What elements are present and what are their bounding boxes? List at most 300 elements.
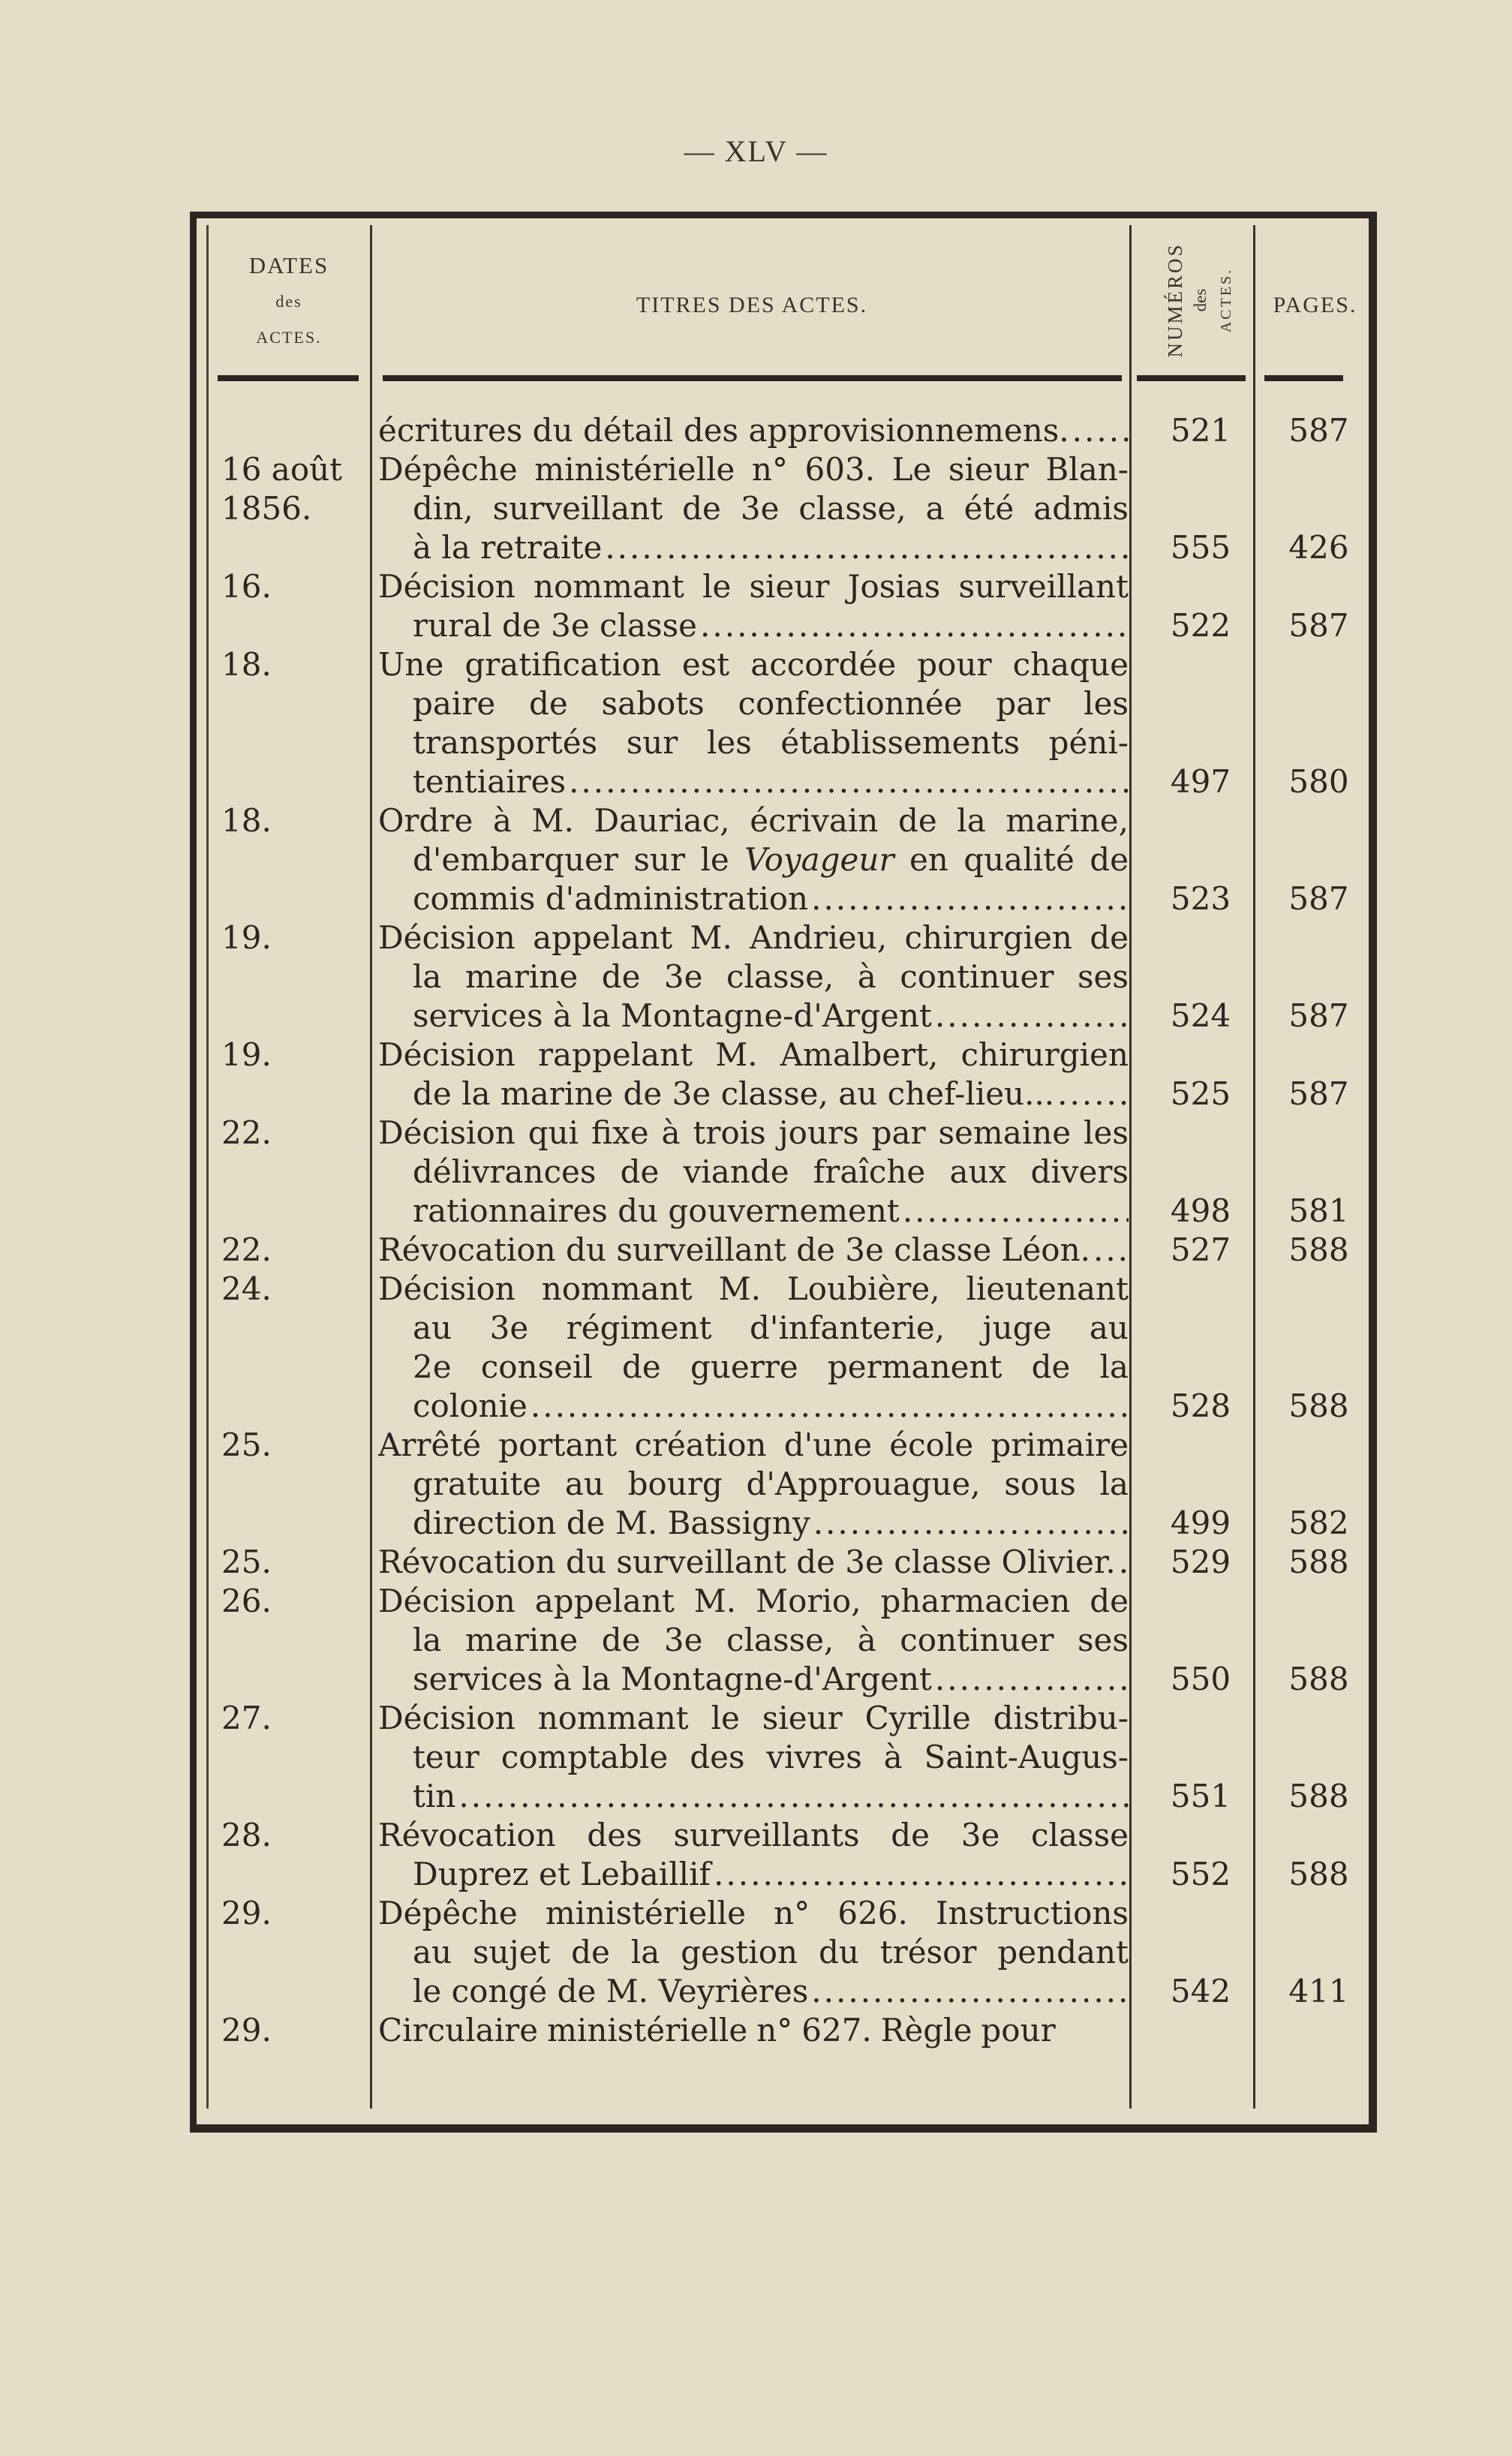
- entry-title-word: de: [897, 802, 937, 839]
- entry-title: [378, 411, 1129, 450]
- entry-title-word: Décision: [378, 919, 516, 956]
- entry-number: 524: [1170, 997, 1231, 1034]
- entry-title-word: délivrances: [413, 1153, 597, 1190]
- table-row: [0, 801, 1512, 918]
- entry-title-word: bourg: [627, 1465, 723, 1502]
- entry-title-word: les: [1084, 685, 1129, 722]
- header-numeros-line2: des: [1191, 288, 1210, 312]
- dot-leader: [605, 528, 1129, 567]
- entry-title-text: services à la Montagne-d'Argent: [413, 997, 932, 1034]
- dot-leader: [935, 997, 1129, 1036]
- entry-title-line: [378, 1699, 1129, 1738]
- entry-title-word: la: [630, 1934, 660, 1971]
- header-numeros: [1148, 225, 1253, 375]
- entry-title-word: par: [996, 685, 1051, 722]
- entry-title-line: [378, 411, 1129, 450]
- entry-title-word: trois: [693, 1114, 766, 1151]
- entry-title-line: [378, 1036, 1129, 1075]
- entry-title-line: [378, 1582, 1129, 1621]
- entry-date: 27.: [221, 1700, 272, 1736]
- entry-title-line: [378, 1348, 1129, 1387]
- table-row: [0, 918, 1512, 1036]
- entry-title-line: [378, 528, 1129, 567]
- entry-title-word: Le: [891, 451, 932, 488]
- entry-number: 521: [1170, 412, 1231, 449]
- entry-title-word: de: [682, 490, 721, 527]
- entry-title-word: la: [413, 1622, 442, 1658]
- entry-title-line: [378, 489, 1129, 528]
- entry-title-word: classe,: [726, 958, 834, 995]
- entry-title-word: surveillant: [492, 490, 663, 527]
- entry-number: 552: [1170, 1856, 1231, 1892]
- entry-number: 525: [1170, 1075, 1231, 1112]
- table-row: [0, 450, 1512, 567]
- entry-title-word: pendant: [997, 1934, 1129, 1971]
- table-row: [0, 1231, 1512, 1270]
- entry-date: 18.: [221, 646, 272, 683]
- entry-title-word: les: [706, 724, 752, 761]
- entry-title: [378, 1816, 1129, 1894]
- dot-leader: [1093, 1231, 1129, 1270]
- entry-title-line: [378, 723, 1129, 762]
- entry-title-word: appelant: [533, 919, 673, 956]
- entry-date: 18.: [221, 802, 272, 839]
- entry-title-word: surveillant: [958, 568, 1129, 605]
- header-pages: PAGES.: [1273, 293, 1357, 317]
- header-dates: [210, 248, 368, 356]
- table-row: [0, 411, 1512, 450]
- entry-title-word: le: [711, 1700, 740, 1736]
- entry-title-word: Saint-Augus-: [924, 1739, 1129, 1775]
- entry-title-word: a: [925, 490, 945, 527]
- entry-page: 426: [1288, 529, 1349, 566]
- entry-title: [378, 1270, 1129, 1426]
- entry-title-word: Décision: [378, 568, 516, 605]
- entry-title-word: sur: [626, 724, 678, 761]
- entry-page: 411: [1288, 1973, 1349, 2010]
- entry-title-word: Dépêche: [378, 1895, 518, 1931]
- entry-title-word: Décision: [378, 1114, 516, 1151]
- entry-number: 522: [1170, 607, 1231, 644]
- entry-title-word: pharmacien: [880, 1583, 1071, 1619]
- table-body: [0, 411, 1512, 2050]
- entry-title: [378, 1036, 1129, 1114]
- entry-title-word: sieur: [762, 1700, 843, 1736]
- dot-leader: [1119, 1543, 1129, 1582]
- dot-leader: [458, 1777, 1129, 1816]
- entry-title-word: Règle: [880, 2012, 972, 2049]
- table-row: [0, 1270, 1512, 1426]
- entry-number: 542: [1170, 1973, 1231, 2010]
- entry-title-word: au: [413, 1934, 452, 1971]
- entry-title-word: distribu-: [993, 1700, 1129, 1736]
- entry-date: 28.: [221, 1817, 272, 1853]
- entry-title-word: à: [857, 1622, 876, 1658]
- entry-title-line: [378, 1972, 1129, 2011]
- page-header: — XLV —: [684, 134, 828, 168]
- entry-title-line: [378, 957, 1129, 997]
- entry-title-word: admis: [1033, 490, 1129, 527]
- entry-page: 588: [1288, 1856, 1349, 1892]
- entry-title-text: écritures du détail des approvisionnemens.: [378, 412, 1069, 449]
- table-row: [0, 1582, 1512, 1699]
- table-row: [0, 1816, 1512, 1894]
- entry-title-line: [378, 1075, 1129, 1114]
- entry-title-word: Josias: [847, 568, 941, 605]
- entry-title-line: [378, 1855, 1129, 1894]
- entry-title-word: Dépêche: [378, 451, 518, 488]
- entry-title-word: sabots: [601, 685, 705, 722]
- dot-leader: [700, 606, 1129, 645]
- dot-leader: [811, 1972, 1129, 2011]
- entry-title: [378, 450, 1129, 567]
- entry-title-word: ses: [1077, 1622, 1129, 1658]
- entry-title-text: commis d'administration: [413, 880, 809, 917]
- entry-date: 29.: [221, 1895, 272, 1931]
- entry-title-word: ministérielle: [545, 1895, 746, 1931]
- entry-title-word: d'infanterie,: [750, 1309, 945, 1346]
- entry-title: [378, 1426, 1129, 1543]
- entry-title-line: [378, 801, 1129, 840]
- entry-title-word: continuer: [900, 1622, 1054, 1658]
- entry-title-word: marine,: [1005, 802, 1129, 839]
- entry-date: 25.: [221, 1544, 272, 1580]
- entry-page: 588: [1288, 1778, 1349, 1814]
- entry-title-word: Cyrille: [864, 1700, 971, 1736]
- entry-title: [378, 1699, 1129, 1816]
- entry-date: 19.: [221, 1036, 272, 1073]
- table-row: [0, 1699, 1512, 1816]
- entry-date: 26.: [221, 1583, 272, 1619]
- entry-title-word: rappelant: [537, 1036, 693, 1073]
- entry-title-word: d'une: [783, 1426, 873, 1463]
- entry-title-word: 3e: [663, 1622, 703, 1658]
- entry-title-word: 603.: [804, 451, 876, 488]
- entry-title-word: pour: [917, 646, 992, 683]
- entry-title-word: Voyageur: [744, 841, 894, 878]
- entry-title-word: ministérielle: [547, 2012, 748, 2049]
- entry-title-text: Duprez et Lebaillif: [413, 1856, 711, 1892]
- entry-title-word: n°: [751, 451, 788, 488]
- entry-title-text: à la retraite: [413, 529, 603, 566]
- entry-number: 528: [1170, 1387, 1231, 1424]
- header-rule-numeros: [1137, 375, 1246, 381]
- entry-date: 19.: [221, 919, 272, 956]
- entry-title-word: sur: [633, 841, 686, 878]
- entry-title-word: Ordre: [378, 802, 473, 839]
- entry-title-line: [378, 762, 1129, 801]
- entry-title-word: la: [1099, 1348, 1129, 1385]
- entry-title-text: rationnaires du gouvernement: [413, 1192, 900, 1229]
- dot-leader: [569, 762, 1129, 801]
- entry-title-word: Décision: [378, 1036, 516, 1073]
- entry-title-word: école: [889, 1426, 974, 1463]
- entry-number: 551: [1170, 1778, 1231, 1814]
- entry-title-word: Arrêté: [378, 1426, 482, 1463]
- entry-title-word: à: [661, 1114, 681, 1151]
- entry-title-word: Dauriac,: [594, 802, 730, 839]
- entry-title-word: Instructions: [936, 1895, 1129, 1931]
- entry-title: [378, 1231, 1129, 1270]
- entry-title-word: portant: [498, 1426, 618, 1463]
- entry-title-word: nommant: [537, 1700, 689, 1736]
- entry-title-line: [378, 1621, 1129, 1660]
- header-dates-line1: DATES: [248, 252, 329, 278]
- entry-page: 587: [1288, 607, 1349, 644]
- entry-title-word: 3e: [740, 490, 780, 527]
- entry-title-text: services à la Montagne-d'Argent: [413, 1661, 932, 1697]
- entry-title-word: accordée: [750, 646, 897, 683]
- entry-title-word: d'embarquer: [413, 841, 618, 878]
- entry-title-word: chaque: [1012, 646, 1129, 683]
- header-rule-pages: [1264, 375, 1343, 381]
- entry-page: 588: [1288, 1231, 1349, 1268]
- entry-title-word: écrivain: [750, 802, 879, 839]
- entry-page: 588: [1288, 1387, 1349, 1424]
- entry-title: [378, 1114, 1129, 1231]
- entry-title-text: Révocation du surveillant de 3e classe Olivier.: [378, 1544, 1116, 1580]
- entry-title-word: marine: [464, 1622, 579, 1658]
- entry-number: 498: [1170, 1192, 1231, 1229]
- entry-title-word: comptable: [500, 1739, 669, 1775]
- entry-title-word: 3e: [663, 958, 703, 995]
- entry-title-word: primaire: [990, 1426, 1129, 1463]
- entry-page: 588: [1288, 1544, 1349, 1580]
- dot-leader: [935, 1660, 1129, 1699]
- entry-page: 587: [1288, 1075, 1349, 1112]
- entry-title-word: les: [1084, 1114, 1129, 1151]
- entry-title-word: semaine: [938, 1114, 1072, 1151]
- entry-title-text: rural de 3e classe: [413, 607, 698, 644]
- entry-title-word: juge: [982, 1309, 1052, 1346]
- entry-title-word: classe,: [726, 1622, 834, 1658]
- entry-title-word: par: [871, 1114, 926, 1151]
- entry-page: 587: [1288, 880, 1349, 917]
- entry-title-word: surveillants: [673, 1817, 860, 1853]
- entry-title-word: M.: [690, 919, 732, 956]
- entry-title-line: [378, 1114, 1129, 1153]
- dot-leader: [903, 1192, 1129, 1231]
- entry-title: [378, 1894, 1129, 2011]
- table-row: [0, 1894, 1512, 2011]
- entry-title-word: de: [1031, 1348, 1071, 1385]
- entry-title-line: [378, 1660, 1129, 1699]
- entry-title-line: [378, 1231, 1129, 1270]
- table-row: [0, 1036, 1512, 1114]
- entry-title-line: [378, 2011, 1129, 2050]
- entry-title-line: [378, 1192, 1129, 1231]
- entry-number: 529: [1170, 1544, 1231, 1580]
- entry-title-word: établissements: [780, 724, 1021, 761]
- entry-title-word: classe,: [798, 490, 906, 527]
- entry-title-word: à: [857, 958, 876, 995]
- entry-title-line: [378, 1816, 1129, 1855]
- entry-title-word: guerre: [690, 1348, 798, 1385]
- entry-title-word: sujet: [472, 1934, 551, 1971]
- entry-date: 24.: [221, 1270, 272, 1307]
- table-row: [0, 1543, 1512, 1582]
- entry-title-word: la: [1099, 1465, 1129, 1502]
- entry-title-word: Circulaire: [378, 2012, 539, 2049]
- entry-date: 22.: [221, 1114, 272, 1151]
- entry-title: [378, 567, 1129, 645]
- entry-title-word: est: [681, 646, 730, 683]
- entry-title-word: vivres: [766, 1739, 862, 1775]
- entry-title-word: marine: [464, 958, 579, 995]
- entry-title-word: Blan-: [1045, 451, 1129, 488]
- entry-title-word: à: [492, 802, 512, 839]
- entry-title-word: gratuite: [413, 1465, 542, 1502]
- table-row: [0, 567, 1512, 645]
- entry-title-word: conseil: [480, 1348, 593, 1385]
- entry-title-line: [378, 1426, 1129, 1465]
- header-rule-dates: [218, 375, 359, 381]
- entry-title-text: tin: [413, 1778, 456, 1814]
- entry-title-word: divers: [1030, 1153, 1129, 1190]
- entry-title-word: aux: [949, 1153, 1007, 1190]
- entry-title-line: [378, 1777, 1129, 1816]
- entry-title-word: 3e: [960, 1817, 1000, 1853]
- entry-title-word: le: [702, 568, 732, 605]
- entry-title-text: direction de M. Bassigny: [413, 1505, 810, 1541]
- entry-title-word: Amalbert,: [780, 1036, 939, 1073]
- entry-title-word: ministérielle: [534, 451, 735, 488]
- entry-title-word: pour: [981, 2012, 1056, 2049]
- entry-title-word: gratification: [464, 646, 661, 683]
- entry-title-word: viande: [683, 1153, 789, 1190]
- entry-title-word: de: [601, 1622, 641, 1658]
- entry-page: 587: [1288, 997, 1349, 1034]
- entry-number: 497: [1170, 763, 1231, 800]
- entry-title-word: ses: [1077, 958, 1129, 995]
- entry-title-word: chirurgien: [960, 1036, 1129, 1073]
- entry-title: [378, 1543, 1129, 1582]
- entry-title-word: 3e: [489, 1309, 529, 1346]
- entry-title-word: d'Approuague,: [746, 1465, 981, 1502]
- table-row: [0, 1114, 1512, 1231]
- entry-title-word: de: [891, 1817, 930, 1853]
- header-titles: TITRES DES ACTES.: [636, 293, 868, 317]
- entry-title-word: transportés: [413, 724, 598, 761]
- entry-number: 550: [1170, 1661, 1231, 1697]
- entry-title-word: nommant: [533, 568, 684, 605]
- entry-number: 499: [1170, 1505, 1231, 1541]
- entry-title-word: Décision: [378, 1270, 516, 1307]
- entry-title-word: 2e: [413, 1348, 452, 1385]
- entry-title-word: teur: [413, 1739, 479, 1775]
- entry-title-word: création: [634, 1426, 767, 1463]
- entry-title-line: [378, 645, 1129, 684]
- entry-title-word: Andrieu,: [750, 919, 888, 956]
- entry-title-word: 626.: [837, 1895, 908, 1931]
- entry-title-word: sieur: [948, 451, 1029, 488]
- entry-title-word: du: [818, 1934, 859, 1971]
- entry-title-line: [378, 997, 1129, 1036]
- entry-title-word: sous: [1004, 1465, 1076, 1502]
- entry-title-word: permanent: [827, 1348, 1002, 1385]
- entry-title-word: fixe: [591, 1114, 649, 1151]
- entry-title-word: sieur: [749, 568, 830, 605]
- entry-number: 555: [1170, 529, 1231, 566]
- entry-page: 588: [1288, 1661, 1349, 1697]
- entry-title-word: Décision: [378, 1700, 516, 1736]
- entry-title-word: péni-: [1048, 724, 1129, 761]
- entry-title-word: n°: [774, 1895, 810, 1931]
- entry-title-line: [378, 450, 1129, 489]
- entry-title-line: [378, 1387, 1129, 1426]
- entry-title-word: 627.: [801, 2012, 872, 2049]
- entry-title-line: [378, 879, 1129, 918]
- entry-title-word: Une: [378, 646, 444, 683]
- entry-title-word: de: [1090, 919, 1129, 956]
- entry-title-text: colonie: [413, 1387, 528, 1424]
- dot-leader: [1057, 1075, 1129, 1114]
- entry-title-word: M.: [718, 1270, 761, 1307]
- entry-title-word: Révocation: [378, 1817, 556, 1853]
- entry-title-line: [378, 1894, 1129, 1933]
- entry-number: 523: [1170, 880, 1231, 917]
- entry-title-word: été: [963, 490, 1015, 527]
- entry-title-word: de: [529, 685, 568, 722]
- entry-title-word: chirurgien: [904, 919, 1072, 956]
- entry-date: 16 août 1856.: [221, 451, 343, 527]
- entry-title-word: M.: [531, 802, 574, 839]
- entry-title-word: n°: [756, 2012, 793, 2049]
- entry-title-word: au: [413, 1309, 452, 1346]
- entry-title-word: qui: [528, 1114, 579, 1151]
- entry-date: 16.: [221, 568, 272, 605]
- entry-title-word: confectionnée: [738, 685, 963, 722]
- entry-title-word: din,: [413, 490, 473, 527]
- entry-title-line: [378, 1543, 1129, 1582]
- entry-title-word: appelant: [534, 1583, 675, 1619]
- entry-title-word: Morio,: [756, 1583, 861, 1619]
- entry-title: [378, 2011, 1129, 2050]
- table-row: [0, 1426, 1512, 1543]
- entry-title: [378, 918, 1129, 1036]
- entry-page: 581: [1288, 1192, 1349, 1229]
- entry-title-text: tentiaires: [413, 763, 567, 800]
- dot-leader: [1072, 411, 1129, 450]
- entry-title-line: [378, 684, 1129, 723]
- entry-title-word: de: [601, 958, 641, 995]
- entry-title-word: M.: [715, 1036, 758, 1073]
- entry-title-line: [378, 1738, 1129, 1777]
- entry-title-word: le: [700, 841, 729, 878]
- entry-title-line: [378, 840, 1129, 879]
- entry-title-text: le congé de M. Veyrières: [413, 1973, 809, 2010]
- entry-title-word: fraîche: [813, 1153, 926, 1190]
- header-dates-line2: des: [275, 292, 302, 311]
- table-row: [0, 645, 1512, 801]
- entry-title-word: classe: [1031, 1817, 1129, 1853]
- entry-title-line: [378, 1153, 1129, 1192]
- entry-title-word: continuer: [900, 958, 1054, 995]
- entry-title-word: en: [909, 841, 948, 878]
- entry-date: 22.: [221, 1231, 272, 1268]
- entry-title-word: la: [957, 802, 986, 839]
- entry-title-word: de: [1090, 1583, 1129, 1619]
- entry-title-word: qualité: [963, 841, 1075, 878]
- entry-title-text: Révocation du surveillant de 3e classe Léon.: [378, 1231, 1090, 1268]
- header-numeros-line1: NUMÉROS: [1164, 242, 1186, 358]
- entry-title-word: lieutenant: [966, 1270, 1129, 1307]
- entry-number: 527: [1170, 1231, 1231, 1268]
- entry-title-word: de: [1090, 841, 1129, 878]
- entry-title-line: [378, 918, 1129, 957]
- entry-title-word: Loubière,: [786, 1270, 940, 1307]
- table-row: [0, 2011, 1512, 2050]
